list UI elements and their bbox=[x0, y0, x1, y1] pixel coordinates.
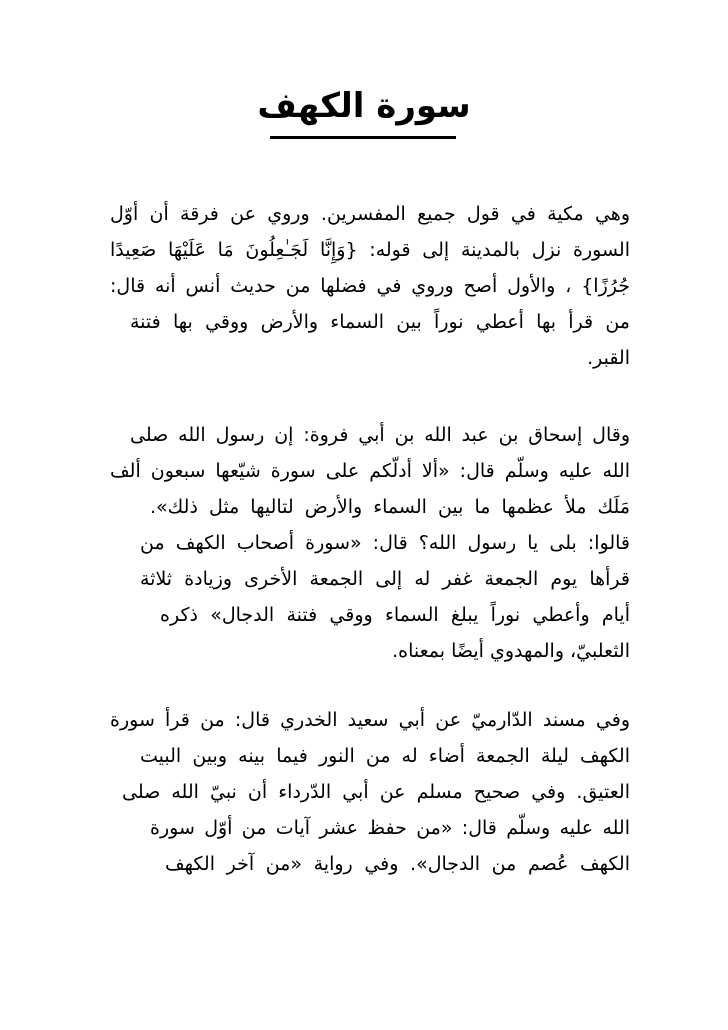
text-line: الكهف ليلة الجمعة أضاء له من النور فيما بينه وبين البيت bbox=[140, 745, 630, 767]
text-line: من قرأ بها أعطي نوراً بين السماء والأرض ووقي بها فتنة bbox=[130, 311, 630, 333]
text-line: قرأها يوم الجمعة غفر له إلى الجمعة الأخرى وزيادة ثلاثة bbox=[140, 568, 630, 590]
text-line: الثعلبيّ، والمهدوي أيضًا بمعناه. bbox=[392, 640, 630, 662]
page-title: سورة الكهف bbox=[257, 86, 471, 126]
text-line: الكهف عُصم من الدجال». وفي رواية «من آخر الكهف bbox=[165, 853, 630, 875]
text-line: جُرُزًا} ، والأول أصح وروي في فضلها من حديث أنس أنه قال: bbox=[110, 275, 630, 297]
title-underline bbox=[270, 136, 456, 139]
paragraph-2 bbox=[110, 417, 630, 669]
paragraph-3 bbox=[110, 702, 630, 882]
text-line: السورة نزل بالمدينة إلى قوله: {وَإِنَّا لَجَـٰعِلُونَ مَا عَلَيْهَا صَعِيدًا bbox=[110, 239, 630, 261]
text-line: الله عليه وسلّم قال: «ألا أدلّكم على سورة شيّعها سبعون ألف bbox=[110, 460, 630, 482]
paragraph-1 bbox=[110, 196, 630, 376]
text-line: وهي مكية في قول جميع المفسرين. وروي عن فرقة أن أوّل bbox=[110, 203, 630, 225]
text-line: الله عليه وسلّم قال: «من حفظ عشر آيات من أوّل سورة bbox=[150, 817, 630, 839]
text-line: العتيق. وفي صحيح مسلم عن أبي الدّرداء أن نبيّ الله صلى bbox=[122, 781, 630, 803]
text-line: وفي مسند الدّارميّ عن أبي سعيد الخدري قال: من قرأ سورة bbox=[110, 709, 630, 731]
text-line: مَلَك ملأ عظمها ما بين السماء والأرض لتاليها مثل ذلك». bbox=[150, 496, 630, 518]
text-line: القبر. bbox=[587, 347, 630, 369]
text-line: أيام وأعطي نوراً يبلغ السماء ووقي فتنة الدجال» ذكره bbox=[160, 604, 630, 626]
text-line: وقال إسحاق بن عبد الله بن أبي فروة: إن رسول الله صلى bbox=[130, 424, 630, 446]
text-line: قالوا: بلى يا رسول الله؟ قال: «سورة أصحاب الكهف من bbox=[140, 532, 630, 554]
